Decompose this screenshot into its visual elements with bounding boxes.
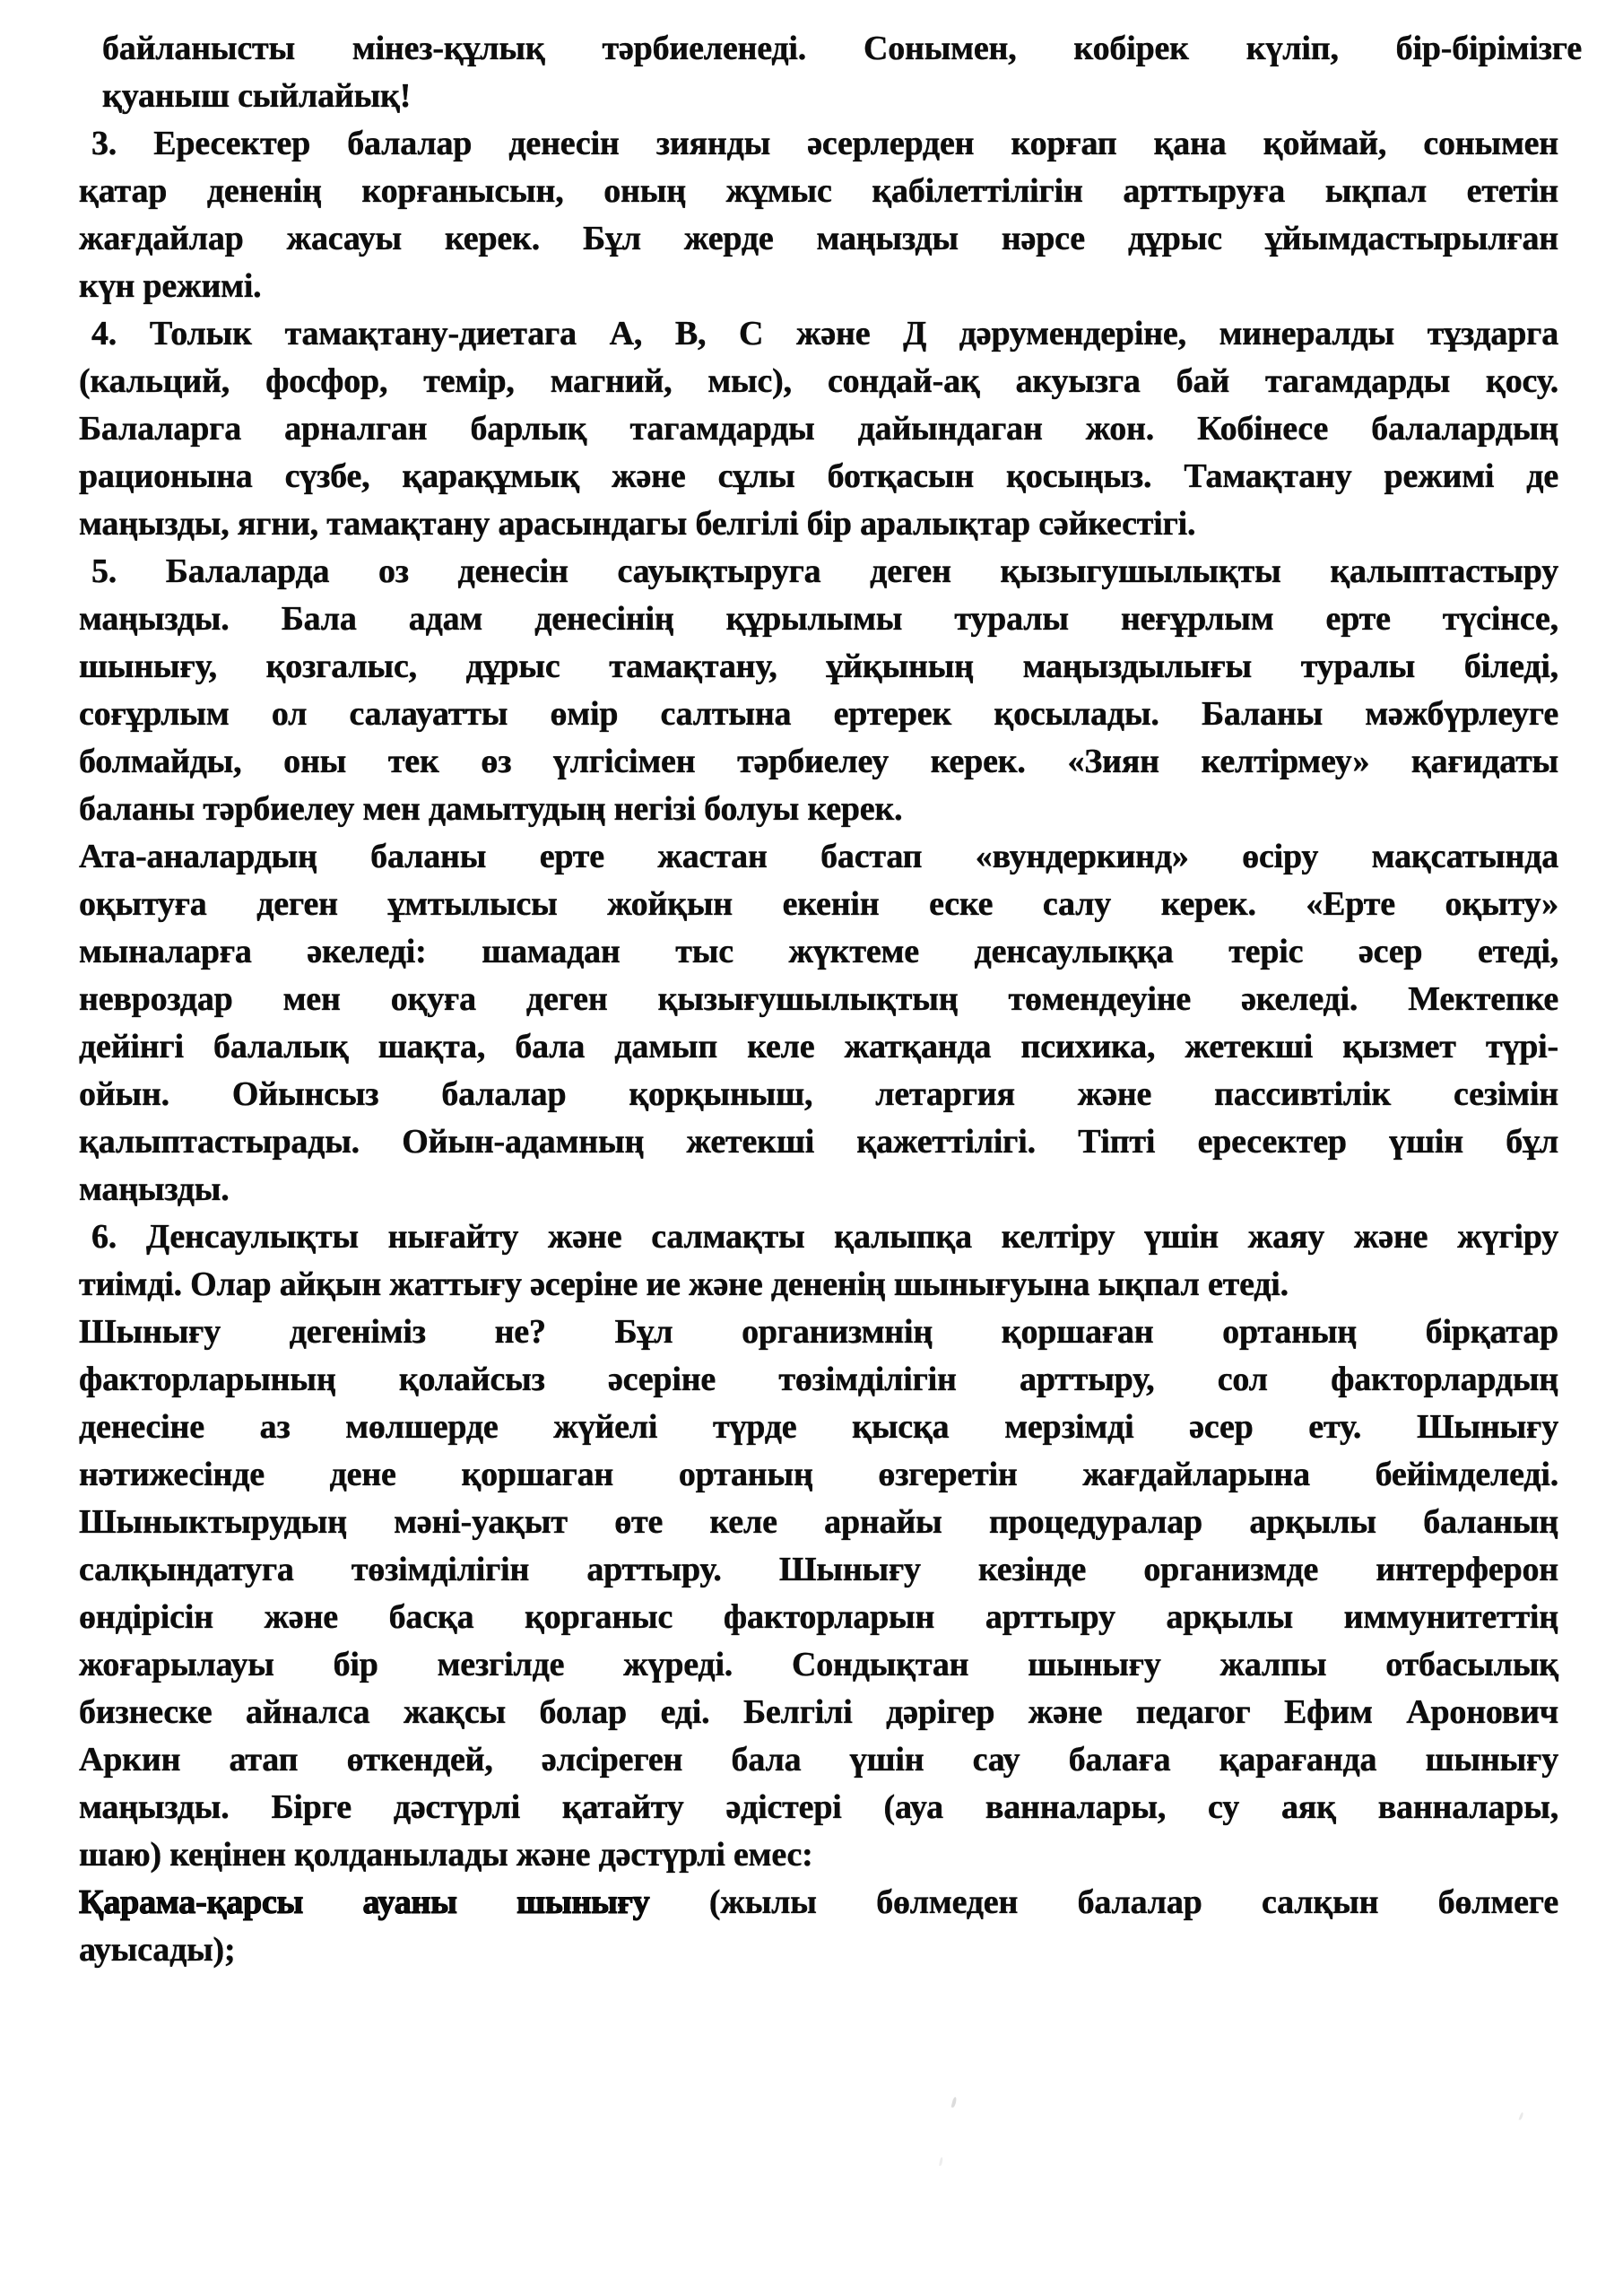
text-line: Ата-аналардың баланы ерте жастан бастап «вундеркинд» өсіру мақсатында xyxy=(79,838,1558,875)
text-line: денесіне аз мөлшерде жүйелі түрде қысқа мерзімді әсер ету. Шынығу xyxy=(79,1408,1558,1446)
text-line: шынығу, қозгалыс, дұрыс тамақтану, ұйқының маңыздылығы туралы біледі, xyxy=(79,648,1558,685)
paragraph xyxy=(79,120,1558,310)
text-line: шаю) кеңінен қолданылады және дәстүрлі емес: xyxy=(79,1836,813,1874)
text-line: Балаларга арналган барлық тагамдарды дайындаган жон. Кобінесе балалардың xyxy=(79,410,1558,448)
paragraph xyxy=(102,25,1582,120)
bold-lead-text: Қарама-қарсы ауаны шынығу xyxy=(79,1883,650,1921)
text-line: дейінгі балалық шақта, бала дамып келе жатқанда психика, жетекші қызмет түрі- xyxy=(79,1028,1558,1065)
paragraphs xyxy=(79,25,1582,1974)
text-line: 6. Денсаулықты нығайту және салмақты қалыпқа келтіру үшін жаяу және жүгіру xyxy=(91,1218,1558,1256)
text-line: ойын. Ойынсыз балалар қорқыныш, летаргия және пассивтілік сезімін xyxy=(79,1075,1558,1113)
text-line: қатар дененің корғанысын, оның жұмыс қабілеттілігін арттыруға ықпал ететін xyxy=(79,172,1558,210)
text-line: болмайды, оны тек өз үлгісімен тәрбиелеу керек. «Зиян келтірмеу» қағидаты xyxy=(79,743,1558,780)
paragraph xyxy=(79,310,1558,548)
text-line: мыналарға әкеледі: шамадан тыс жүктеме денсаулыққа теріс әсер етеді, xyxy=(79,933,1558,970)
text-line: невроздар мен оқуға деген қызығушылықтың төмендеуіне әкеледі. Мектепке xyxy=(79,980,1558,1018)
text-line: 3. Ересектер балалар денесін зиянды әсерлерден корғап қана қоймай, сонымен xyxy=(91,125,1558,162)
paragraph xyxy=(79,833,1558,1213)
scan-artifact-speck xyxy=(1519,2112,1524,2120)
paragraph xyxy=(79,1309,1558,1879)
text-line: маңызды. Бала адам денесінің құрылымы туралы неғұрлым ерте түсінсе, xyxy=(79,600,1558,638)
text-line: баланы тәрбиелеу мен дамытудың негізі болуы керек. xyxy=(79,790,903,828)
text-line: күн режимі. xyxy=(79,267,262,305)
text-line: бизнеске айналса жақсы болар еді. Белгілі дәрігер және педагог Ефим Аронович xyxy=(79,1693,1558,1731)
text-line: Қарама-қарсы ауаны шынығу (жылы бөлмеден балалар салқын бөлмеге xyxy=(79,1883,1558,1921)
text-line: факторларының қолайсыз әсеріне төзімділігін арттыру, сол факторлардың xyxy=(79,1361,1558,1398)
text-line: 4. Толык тамақтану-диетага А, В, С және Д дәрумендеріне, минералды тұздарга xyxy=(91,315,1558,352)
text-line: салқындатуга төзімділігін арттыру. Шынығу кезінде организмде интерферон xyxy=(79,1551,1558,1588)
paragraph xyxy=(79,548,1558,833)
text-line: қуаныш сыйлайық! xyxy=(102,77,412,115)
text-line: Шынығу дегеніміз не? Бұл организмнің қоршаған ортаның бірқатар xyxy=(79,1313,1558,1351)
text-line: маңызды. xyxy=(79,1170,230,1208)
text-line: Аркин атап өткендей, әлсіреген бала үшін сау балаға қарағанда шынығу xyxy=(79,1741,1558,1779)
text-line: маңызды, ягни, тамақтану арасындагы белгілі бір аралықтар сәйкестігі. xyxy=(79,505,1196,543)
text-line: жоғарылауы бір мезгілде жүреді. Сондықтан шынығу жалпы отбасылық xyxy=(79,1646,1558,1683)
text-line: (кальций, фосфор, темір, магний, мыс), сондай-ақ акуызга бай тагамдарды қосу. xyxy=(79,362,1558,400)
scan-artifact-speck xyxy=(939,2157,943,2166)
text-line: өндірісін және басқа қорганыс факторларын арттыру арқылы иммунитеттің xyxy=(79,1598,1558,1636)
paragraph xyxy=(79,1213,1558,1309)
text-line: нәтижесінде дене қоршаган ортаның өзгеретін жағдайларына бейімделеді. xyxy=(79,1456,1558,1493)
text-line: тиімді. Олар айқын жаттығу әсеріне ие және дененің шынығуына ықпал етеді. xyxy=(79,1265,1289,1303)
text-line: маңызды. Бірге дәстүрлі қатайту әдістері (ауа ванналары, су аяқ ванналары, xyxy=(79,1788,1558,1826)
text-line: Шыныктырудың мәні-уақыт өте келе арнайы процедуралар арқылы баланың xyxy=(79,1503,1558,1541)
text-line: рационына сүзбе, қарақұмық және сұлы ботқасын қосыңыз. Тамақтану режимі де xyxy=(79,457,1558,495)
text-line: қалыптастырады. Ойын-адамның жетекші қажеттілігі. Тіпті ересектер үшін бұл xyxy=(79,1123,1558,1161)
text-line: жағдайлар жасауы керек. Бұл жерде маңызды нәрсе дұрыс ұйымдастырылған xyxy=(79,220,1558,257)
text-line: оқытуға деген ұмтылысы жойқын екенін еске салу керек. «Ерте оқыту» xyxy=(79,885,1558,923)
text-line: соғұрлым ол салауатты өмір салтына ертерек қосылады. Баланы мәжбүрлеуге xyxy=(79,695,1558,733)
text-line: ауысады); xyxy=(79,1931,236,1969)
text-line: байланысты мінез-құлық тәрбиеленеді. Сонымен, кобірек күліп, бір-бірімізге xyxy=(102,30,1582,67)
text-line: 5. Балаларда оз денесін сауықтыруга деген қызыгушылықты қалыптастыру xyxy=(91,552,1558,590)
paragraph xyxy=(79,1879,1558,1974)
scan-artifact-speck xyxy=(951,2097,958,2109)
